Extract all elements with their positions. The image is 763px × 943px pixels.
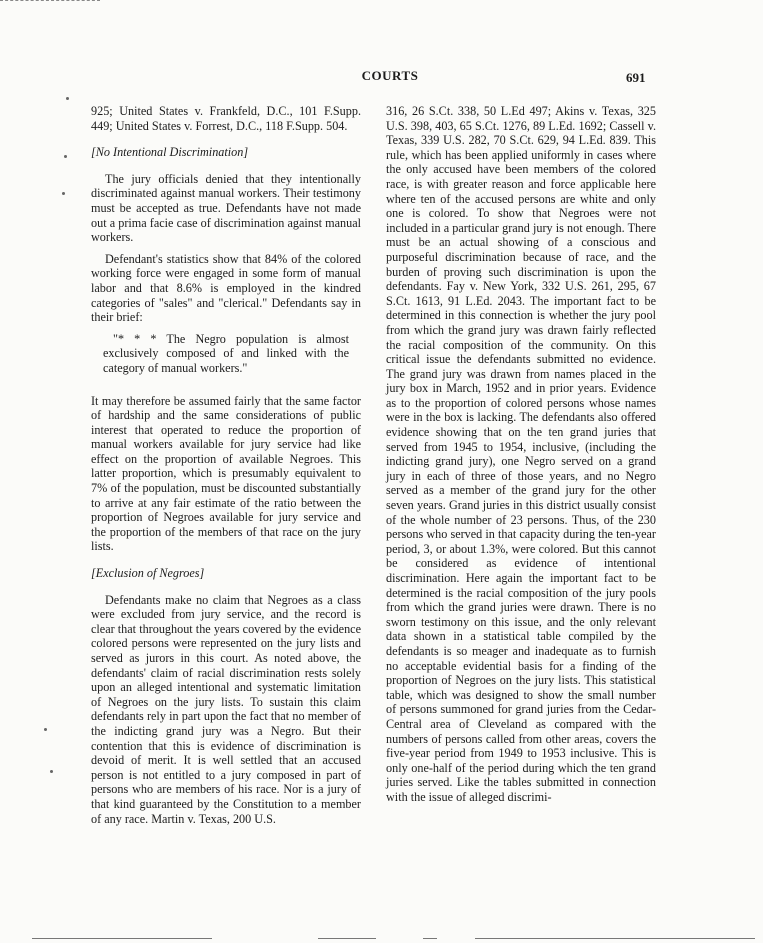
scan-edge-mark [0,0,100,2]
margin-mark [62,192,65,195]
footer-rule [318,938,376,939]
paragraph: It may therefore be assumed fairly that the same factor of hardship and the same considerations of public interest that operated to reduce the proportion of manual workers available for jury service had like effect on the proportion of available Negroes. This latter proportion, which is presumably equivalent to 7% of the population, must be discounted substantially to arrive at any fair estimate of the ratio between the proportion of Negroes available for jury service and the proportion of the members of that race on the jury lists. [91,393,361,554]
footer-rule [423,938,437,939]
right-column [386,104,656,812]
section-heading: [No Intentional Discrimination] [91,145,249,160]
margin-mark [50,770,53,773]
margin-mark [66,97,69,100]
paragraph: Defendant's statistics show that 84% of the colored working force were engaged in some form of manual labor and that 8.6% is employed in the kindred categories of "sales" and "clerical." Defendants say in their brief: [91,251,361,325]
paragraph: The jury officials denied that they intentionally discriminated against manual workers. Their testimony must be accepted as true. Defendants have not made out a prima facie case of discrimination against manual workers. [91,171,361,245]
page-number: 691 [626,70,646,85]
section-heading: [Exclusion of Negroes] [91,566,205,581]
footer-rule [475,938,755,939]
paragraph: 316, 26 S.Ct. 338, 50 L.Ed 497; Akins v. Texas, 325 U.S. 398, 403, 65 S.Ct. 1276, 89 L.Ed. 1692; Cassell v. Texas, 339 U.S. 282, 70 S.Ct. 629, 94 L.Ed. 839. This rule, which has been applied uniformly in cases where the only accused have been members of the colored race, is with greater reason and force applicable here where ten of the accused persons are white and only one is colored. To show that Negroes were not included in a particular grand jury is not enough. There must be an actual showing of a conscious and purposeful discrimination because of race, and the burden of proving such discrimination is upon the defendants. Fay v. New York, 332 U.S. 261, 295, 67 S.Ct. 1613, 91 L.Ed. 2043. The important fact to be determined in this connection is whether the jury pool from which the grand jury was drawn fairly reflected the racial composition of the community. On this critical issue the defendants submitted no evidence. The grand jury was drawn from names placed in the jury box in March, 1952 and in prior years. Evidence as to the proportion of colored persons whose names were in the box is lacking. The defendants also offered evidence showing that on the ten grand juries that served from 1945 to 1954, inclusive, (including the indicting grand jury), one Negro served on a grand jury in each of three of those years, and no Negro served as a member of the grand jury for the other seven years. Grand juries in this district usually consist of the whole number of 23 persons. Thus, of the 230 persons who served in that capacity during the ten-year period, 3, or about 1.3%, were colored. But this cannot be considered as evidence of intentional discrimination. Here again the important fact to be determined is the racial composition of the jury pools from which the grand juries were drawn. There is no sworn testimony on this issue, and the only relevant data shown in a statistical table compiled by the defendants is so meager and inadequate as to furnish no acceptable evidential basis for a finding of the proportion of Negroes on the jury lists. This statistical table, which was designed to show the small number of persons summoned for grand juries from the Cedar-Central area of Cleveland as compared with the numbers of persons called from other areas, covers the five-year period from 1949 to 1953 inclusive. This is only one-half of the period during which the ten grand juries served. Like the tables submitted in connection with the issue of alleged discrimi- [386,104,656,804]
block-quote: "* * * The Negro population is almost exclusively composed of and linked with the category of manual workers." [103,331,349,375]
paragraph: Defendants make no claim that Negroes as a class were excluded from jury service, and the record is clear that throughout the years covered by the evidence colored persons were represented on the jury lists and served as jurors in this court. As noted above, the defendants' claim of racial discrimination rests solely upon an alleged intentional and systematic limitation of Negroes on the jury lists. To sustain this claim defendants rely in part upon the fact that no member of the indicting grand jury was a Negro. But their contention that this is evidence of discrimination is devoid of merit. It is well settled that an accused person is not entitled to a jury composed in part of persons who are members of his race. Nor is a jury of that kind guaranteed by the Constitution to a member of any race. Martin v. Texas, 200 U.S. [91,592,361,826]
margin-mark [64,155,67,158]
margin-mark [44,728,47,731]
running-header: COURTS [361,68,419,83]
footer-rule [32,938,212,939]
paragraph: 925; United States v. Frankfeld, D.C., 101 F.Supp. 449; United States v. Forrest, D.C., 118 F.Supp. 504. [91,104,361,133]
left-column [91,104,361,833]
